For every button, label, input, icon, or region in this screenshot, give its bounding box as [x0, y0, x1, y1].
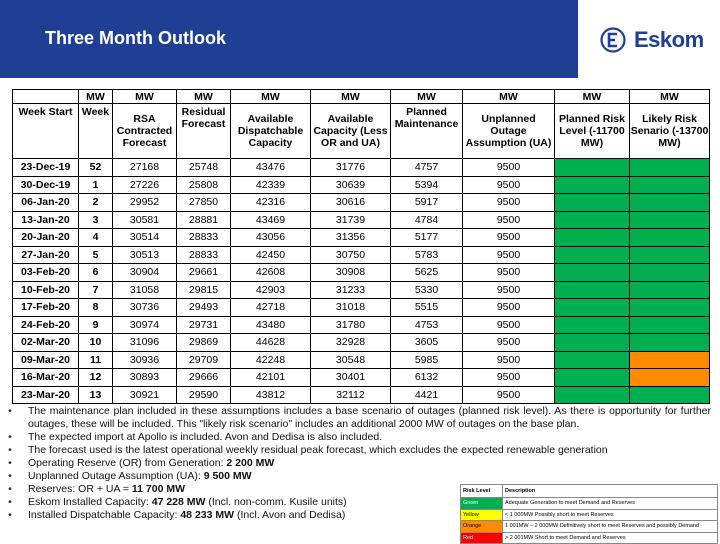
planned-maintenance-cell: 5985 [391, 351, 463, 369]
note-value: 9 500 MW [203, 470, 252, 482]
bullet-icon: • [8, 457, 12, 469]
likely-risk-cell [630, 246, 710, 264]
planned-maintenance-cell: 5917 [391, 194, 463, 212]
likely-risk-cell [630, 369, 710, 387]
planned-maintenance-cell: 4421 [391, 386, 463, 404]
likely-risk-cell [630, 159, 710, 177]
note-suffix: (Incl. Avon and Dedisa) [236, 509, 346, 521]
col-week: Week [79, 104, 113, 159]
unit-cell: MW [555, 90, 630, 104]
week-cell: 52 [79, 159, 113, 177]
unplanned-outage-cell: 9500 [463, 316, 555, 334]
likely-risk-cell [630, 281, 710, 299]
note-text: The maintenance plan included in these assumptions includes a base scenario of outages (planned risk level). As there is opportunity for further outages, these will be included. This "likely risk scenario" includes an additional 2000 MW of outages on the base plan. [28, 405, 711, 430]
week-cell: 12 [79, 369, 113, 387]
col-planned-risk-level: Planned Risk Level (-11700 MW) [555, 104, 630, 159]
legend-level: Orange [461, 521, 503, 533]
note-label: Installed Dispatchable Capacity: [28, 509, 178, 521]
col-available-dispatchable-capacity: Available Dispatchable Capacity [231, 104, 311, 159]
available-less-cell: 31776 [311, 159, 391, 177]
table-row [13, 211, 710, 229]
col-available-capacity-less: Available Capacity (Less OR and UA) [311, 104, 391, 159]
col-rsa-contracted-forecast: RSA Contracted Forecast [113, 104, 177, 159]
residual-forecast-cell: 28833 [177, 229, 231, 247]
table-row [13, 386, 710, 404]
legend-row [461, 498, 718, 510]
residual-forecast-cell: 28833 [177, 246, 231, 264]
unit-cell: MW [113, 90, 177, 104]
rsa-forecast-cell: 30974 [113, 316, 177, 334]
week-start-cell: 09-Mar-20 [13, 351, 79, 369]
logo-area [578, 0, 720, 78]
planned-maintenance-cell: 5515 [391, 299, 463, 317]
table-row [13, 369, 710, 387]
planned-maintenance-cell: 6132 [391, 369, 463, 387]
week-start-cell: 06-Jan-20 [13, 194, 79, 212]
available-less-cell: 31739 [311, 211, 391, 229]
legend-level: Green [461, 498, 503, 510]
week-start-cell: 03-Feb-20 [13, 264, 79, 282]
planned-risk-cell [555, 281, 630, 299]
unplanned-outage-cell: 9500 [463, 369, 555, 387]
available-capacity-cell: 42718 [231, 299, 311, 317]
header-bar [0, 0, 720, 78]
available-capacity-cell: 43056 [231, 229, 311, 247]
likely-risk-cell [630, 299, 710, 317]
available-capacity-cell: 42248 [231, 351, 311, 369]
note-text: The forecast used is the latest operational weekly residual peak forecast, which excludes the expected renewable generation [28, 444, 608, 456]
available-less-cell: 31356 [311, 229, 391, 247]
risk-legend-table [460, 484, 718, 544]
available-capacity-cell: 42316 [231, 194, 311, 212]
outlook-table [12, 89, 710, 404]
available-capacity-cell: 43480 [231, 316, 311, 334]
note-label: Eskom Installed Capacity: [28, 496, 149, 508]
legend-description: < 1 000MW Possibly short to meet Reserves [503, 509, 718, 521]
available-capacity-cell: 44628 [231, 334, 311, 352]
rsa-forecast-cell: 30921 [113, 386, 177, 404]
available-capacity-cell: 43476 [231, 159, 311, 177]
bullet-icon: • [8, 470, 12, 482]
unplanned-outage-cell: 9500 [463, 281, 555, 299]
table-row [13, 334, 710, 352]
rsa-forecast-cell: 30936 [113, 351, 177, 369]
planned-maintenance-cell: 4757 [391, 159, 463, 177]
available-less-cell: 31233 [311, 281, 391, 299]
rsa-forecast-cell: 29952 [113, 194, 177, 212]
table-row [13, 264, 710, 282]
week-cell: 13 [79, 386, 113, 404]
planned-risk-cell [555, 386, 630, 404]
unit-cell: MW [231, 90, 311, 104]
likely-risk-cell [630, 386, 710, 404]
unplanned-outage-cell: 9500 [463, 194, 555, 212]
note-label: Reserves: OR + UA = [28, 483, 129, 495]
column-header-row [13, 104, 710, 159]
legend-header-level: Risk Level [461, 485, 503, 498]
table-row [13, 229, 710, 247]
legend-row [461, 521, 718, 533]
note-value: 2 200 MW [226, 457, 275, 469]
likely-risk-cell [630, 211, 710, 229]
note-value: 11 700 MW [131, 483, 186, 495]
rsa-forecast-cell: 31096 [113, 334, 177, 352]
note-value: 47 228 MW [151, 496, 206, 508]
rsa-forecast-cell: 31058 [113, 281, 177, 299]
note-text: The expected import at Apollo is included. Avon and Dedisa is also included. [28, 431, 383, 443]
unit-cell [13, 90, 79, 104]
residual-forecast-cell: 29493 [177, 299, 231, 317]
likely-risk-cell [630, 194, 710, 212]
planned-risk-cell [555, 194, 630, 212]
unit-cell: MW [463, 90, 555, 104]
table-row [13, 246, 710, 264]
col-likely-risk-scenario: Likely Risk Senario (-13700 MW) [630, 104, 710, 159]
unplanned-outage-cell: 9500 [463, 211, 555, 229]
residual-forecast-cell: 28881 [177, 211, 231, 229]
note-item [6, 483, 468, 496]
week-start-cell: 02-Mar-20 [13, 334, 79, 352]
table-row [13, 316, 710, 334]
week-start-cell: 13-Jan-20 [13, 211, 79, 229]
note-item [6, 405, 711, 431]
rsa-forecast-cell: 30581 [113, 211, 177, 229]
week-cell: 2 [79, 194, 113, 212]
week-cell: 3 [79, 211, 113, 229]
available-less-cell: 30548 [311, 351, 391, 369]
legend-header-description: Description [503, 485, 718, 498]
residual-forecast-cell: 29666 [177, 369, 231, 387]
unplanned-outage-cell: 9500 [463, 351, 555, 369]
legend-row [461, 509, 718, 521]
residual-forecast-cell: 29709 [177, 351, 231, 369]
week-start-cell: 17-Feb-20 [13, 299, 79, 317]
legend-level: Yellow [461, 509, 503, 521]
note-item [6, 496, 468, 509]
residual-forecast-cell: 29815 [177, 281, 231, 299]
unit-cell: MW [391, 90, 463, 104]
note-item [6, 509, 468, 522]
likely-risk-cell [630, 316, 710, 334]
planned-maintenance-cell: 3605 [391, 334, 463, 352]
bullet-icon: • [8, 509, 12, 521]
planned-risk-cell [555, 159, 630, 177]
week-start-cell: 24-Feb-20 [13, 316, 79, 334]
planned-risk-cell [555, 316, 630, 334]
rsa-forecast-cell: 30513 [113, 246, 177, 264]
week-cell: 10 [79, 334, 113, 352]
bullet-icon: • [8, 444, 12, 456]
residual-forecast-cell: 29590 [177, 386, 231, 404]
available-capacity-cell: 42339 [231, 176, 311, 194]
available-less-cell: 31018 [311, 299, 391, 317]
note-label: Unplanned Outage Assumption (UA): [28, 470, 201, 482]
note-label: Operating Reserve (OR) from Generation: [28, 457, 224, 469]
rsa-forecast-cell: 30514 [113, 229, 177, 247]
table-row [13, 194, 710, 212]
planned-risk-cell [555, 351, 630, 369]
note-item [6, 444, 711, 457]
note-suffix: (Incl. non-comm. Kusile units) [208, 496, 347, 508]
week-start-cell: 23-Dec-19 [13, 159, 79, 177]
residual-forecast-cell: 29869 [177, 334, 231, 352]
available-less-cell: 30639 [311, 176, 391, 194]
week-cell: 9 [79, 316, 113, 334]
note-item [6, 457, 468, 470]
rsa-forecast-cell: 30893 [113, 369, 177, 387]
planned-risk-cell [555, 264, 630, 282]
residual-forecast-cell: 25808 [177, 176, 231, 194]
planned-maintenance-cell: 5177 [391, 229, 463, 247]
planned-risk-cell [555, 299, 630, 317]
available-less-cell: 32112 [311, 386, 391, 404]
table-row [13, 299, 710, 317]
available-capacity-cell: 42101 [231, 369, 311, 387]
outlook-table-container [12, 89, 709, 404]
week-start-cell: 27-Jan-20 [13, 246, 79, 264]
note-item [6, 470, 468, 483]
units-row [13, 90, 710, 104]
table-row [13, 281, 710, 299]
legend-body [461, 498, 718, 544]
likely-risk-cell [630, 229, 710, 247]
available-less-cell: 30750 [311, 246, 391, 264]
week-start-cell: 20-Jan-20 [13, 229, 79, 247]
bullet-icon: • [8, 496, 12, 508]
available-capacity-cell: 43469 [231, 211, 311, 229]
available-less-cell: 30908 [311, 264, 391, 282]
page-title: Three Month Outlook [45, 28, 226, 48]
planned-risk-cell [555, 369, 630, 387]
table-row [13, 176, 710, 194]
logo-text: Eskom [634, 27, 704, 52]
unplanned-outage-cell: 9500 [463, 299, 555, 317]
note-item [6, 431, 711, 444]
rsa-forecast-cell: 30736 [113, 299, 177, 317]
rsa-forecast-cell: 30904 [113, 264, 177, 282]
unplanned-outage-cell: 9500 [463, 264, 555, 282]
likely-risk-cell [630, 264, 710, 282]
planned-maintenance-cell: 5394 [391, 176, 463, 194]
risk-legend [460, 484, 718, 544]
available-less-cell: 30401 [311, 369, 391, 387]
planned-risk-cell [555, 229, 630, 247]
planned-maintenance-cell: 4753 [391, 316, 463, 334]
week-cell: 1 [79, 176, 113, 194]
available-capacity-cell: 42450 [231, 246, 311, 264]
planned-maintenance-cell: 5330 [391, 281, 463, 299]
unplanned-outage-cell: 9500 [463, 386, 555, 404]
legend-level: Red [461, 532, 503, 544]
residual-forecast-cell: 25748 [177, 159, 231, 177]
week-cell: 8 [79, 299, 113, 317]
week-start-cell: 10-Feb-20 [13, 281, 79, 299]
week-start-cell: 16-Mar-20 [13, 369, 79, 387]
available-capacity-cell: 42608 [231, 264, 311, 282]
available-less-cell: 31780 [311, 316, 391, 334]
bullet-icon: • [8, 405, 12, 417]
unit-cell: MW [630, 90, 710, 104]
unplanned-outage-cell: 9500 [463, 229, 555, 247]
planned-maintenance-cell: 5783 [391, 246, 463, 264]
planned-risk-cell [555, 334, 630, 352]
week-cell: 7 [79, 281, 113, 299]
rsa-forecast-cell: 27168 [113, 159, 177, 177]
week-cell: 11 [79, 351, 113, 369]
unplanned-outage-cell: 9500 [463, 246, 555, 264]
residual-forecast-cell: 27850 [177, 194, 231, 212]
eskom-logo-icon [600, 27, 630, 53]
unit-cell: MW [177, 90, 231, 104]
week-cell: 4 [79, 229, 113, 247]
table-row [13, 159, 710, 177]
legend-description: Adequate Generation to meet Demand and Reserves [503, 498, 718, 510]
planned-risk-cell [555, 211, 630, 229]
unplanned-outage-cell: 9500 [463, 159, 555, 177]
available-less-cell: 32928 [311, 334, 391, 352]
bullet-icon: • [8, 483, 12, 495]
residual-forecast-cell: 29661 [177, 264, 231, 282]
unplanned-outage-cell: 9500 [463, 334, 555, 352]
residual-forecast-cell: 29731 [177, 316, 231, 334]
week-cell: 6 [79, 264, 113, 282]
likely-risk-cell [630, 351, 710, 369]
week-cell: 5 [79, 246, 113, 264]
col-residual-forecast: Residual Forecast [177, 104, 231, 159]
col-unplanned-outage: Unplanned Outage Assumption (UA) [463, 104, 555, 159]
legend-description: 1 001MW – 2 000MW Definitively short to meet Reserves and possibly Demand [503, 521, 718, 533]
bullet-icon: • [8, 431, 12, 443]
planned-risk-cell [555, 246, 630, 264]
planned-risk-cell [555, 176, 630, 194]
table-row [13, 351, 710, 369]
likely-risk-cell [630, 334, 710, 352]
unit-cell: MW [79, 90, 113, 104]
unit-cell: MW [311, 90, 391, 104]
col-planned-maintenance: Planned Maintenance [391, 104, 463, 159]
planned-maintenance-cell: 4784 [391, 211, 463, 229]
week-start-cell: 23-Mar-20 [13, 386, 79, 404]
legend-description: > 2 001MW Short to meet Demand and Reserves [503, 532, 718, 544]
note-value: 48 233 MW [180, 509, 235, 521]
col-week-start: Week Start [13, 104, 79, 159]
legend-row [461, 532, 718, 544]
rsa-forecast-cell: 27226 [113, 176, 177, 194]
unplanned-outage-cell: 9500 [463, 176, 555, 194]
likely-risk-cell [630, 176, 710, 194]
available-capacity-cell: 43812 [231, 386, 311, 404]
table-body [13, 159, 710, 404]
available-less-cell: 30616 [311, 194, 391, 212]
week-start-cell: 30-Dec-19 [13, 176, 79, 194]
planned-maintenance-cell: 5625 [391, 264, 463, 282]
available-capacity-cell: 42903 [231, 281, 311, 299]
